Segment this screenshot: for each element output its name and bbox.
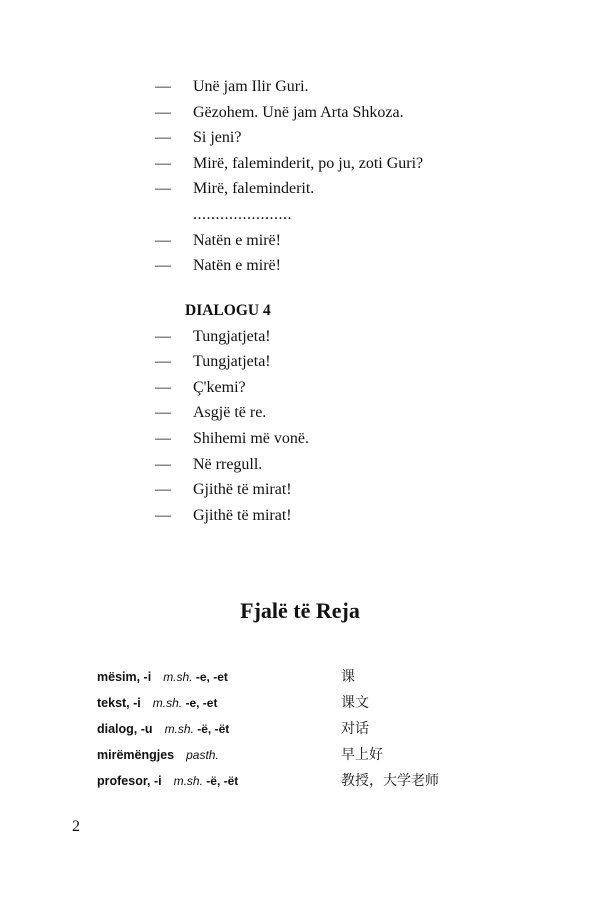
dialog-text: Mirë, faleminderit, po ju, zoti Guri? xyxy=(193,154,424,172)
dialog-dash: — xyxy=(155,327,171,345)
vocab-term: mirëmëngjes xyxy=(97,748,175,762)
dialog-line xyxy=(155,375,575,401)
dialog-dash: — xyxy=(155,353,171,371)
dialog-dash: — xyxy=(155,129,171,147)
vocab-gender: m.sh. xyxy=(173,774,203,788)
vocab-gender: pasth. xyxy=(186,748,219,762)
dialog-line xyxy=(155,477,575,503)
vocab-forms: -e, -et xyxy=(185,696,218,710)
dialog-text: Gjithë të mirat! xyxy=(193,481,292,499)
dialog-text: Shihemi më vonë. xyxy=(193,429,309,447)
dialog-text: Tungjatjeta! xyxy=(193,353,271,371)
dialog-text: Tungjatjeta! xyxy=(193,327,271,345)
vocab-term: dialog, -u xyxy=(97,722,153,736)
vocab-translation: 课 xyxy=(341,669,355,685)
dialog-text: Asgjë të re. xyxy=(193,404,267,422)
dialog-heading: DIALOGU 4 xyxy=(185,302,271,319)
vocab-grammar xyxy=(165,722,230,736)
dialog-text: Natën e mirë! xyxy=(193,231,281,249)
dialog-ellipsis: ...................... xyxy=(193,205,292,223)
dialog-dash: — xyxy=(155,103,171,121)
dialog-text: Ç'kemi? xyxy=(193,378,246,396)
dialog-line xyxy=(155,228,575,254)
vocab-translation: 对话 xyxy=(341,721,369,737)
dialog-dash: — xyxy=(155,455,171,473)
vocab-translation: 课文 xyxy=(341,695,369,711)
dialog-dash: — xyxy=(155,429,171,447)
dialog-line xyxy=(155,400,575,426)
dialog-line xyxy=(155,125,575,151)
dialog-line xyxy=(155,426,575,452)
dialog-line xyxy=(155,74,575,100)
vocab-translation: 教授，大学老师 xyxy=(341,773,439,789)
dialog-text: Gëzohem. Unë jam Arta Shkoza. xyxy=(193,103,404,121)
vocabulary-title: Fjalë të Reja xyxy=(240,598,360,623)
dialog-dash: — xyxy=(155,78,171,95)
vocab-forms: -e, -et xyxy=(195,670,228,684)
vocab-entry xyxy=(97,742,517,768)
dialog-text: Si jeni? xyxy=(193,129,242,147)
dialog-text: Unë jam Ilir Guri. xyxy=(193,78,309,95)
vocab-entry xyxy=(97,768,517,794)
vocab-grammar xyxy=(186,748,219,762)
dialog-dash: — xyxy=(155,481,171,499)
vocab-entry xyxy=(97,690,517,716)
vocab-grammar xyxy=(163,670,228,684)
dialog-line xyxy=(155,503,575,529)
vocab-gender: m.sh. xyxy=(163,670,193,684)
dialog-dash: — xyxy=(155,506,171,524)
dialog-text: Gjithë të mirat! xyxy=(193,506,292,524)
vocabulary-list xyxy=(97,664,517,794)
dialog-dash: — xyxy=(155,231,171,249)
dialog-line xyxy=(155,324,575,350)
vocab-grammar xyxy=(174,774,239,788)
dialog-line xyxy=(155,253,575,279)
vocab-entry xyxy=(97,664,517,690)
vocab-term: mësim, -i xyxy=(97,670,152,684)
dialog-3-block xyxy=(155,74,575,279)
vocab-forms: -ë, -ët xyxy=(206,774,239,788)
page-number: 2 xyxy=(72,818,80,835)
dialog-line xyxy=(155,151,575,177)
dialog-text: Natën e mirë! xyxy=(193,257,281,275)
vocab-translation: 早上好 xyxy=(341,747,383,763)
dialog-4-block xyxy=(155,298,575,528)
dialog-dash: — xyxy=(155,180,171,198)
dialog-line xyxy=(155,349,575,375)
dialog-line xyxy=(155,100,575,126)
dialog-dash: — xyxy=(155,257,171,275)
dialog-line xyxy=(155,452,575,478)
vocab-grammar xyxy=(153,696,218,710)
vocab-term: tekst, -i xyxy=(97,696,141,710)
dialog-line xyxy=(155,176,575,202)
dialog-text: Mirë, faleminderit. xyxy=(193,180,315,198)
dialog-dash: — xyxy=(155,378,171,396)
vocab-gender: m.sh. xyxy=(164,722,194,736)
vocab-forms: -ë, -ët xyxy=(197,722,230,736)
vocab-gender: m.sh. xyxy=(152,696,183,710)
dialog-text: Në rregull. xyxy=(193,455,263,473)
vocab-entry xyxy=(97,716,517,742)
dialog-dash: — xyxy=(155,154,171,172)
vocab-term: profesor, -i xyxy=(97,774,162,788)
dialog-dash: — xyxy=(155,404,171,422)
